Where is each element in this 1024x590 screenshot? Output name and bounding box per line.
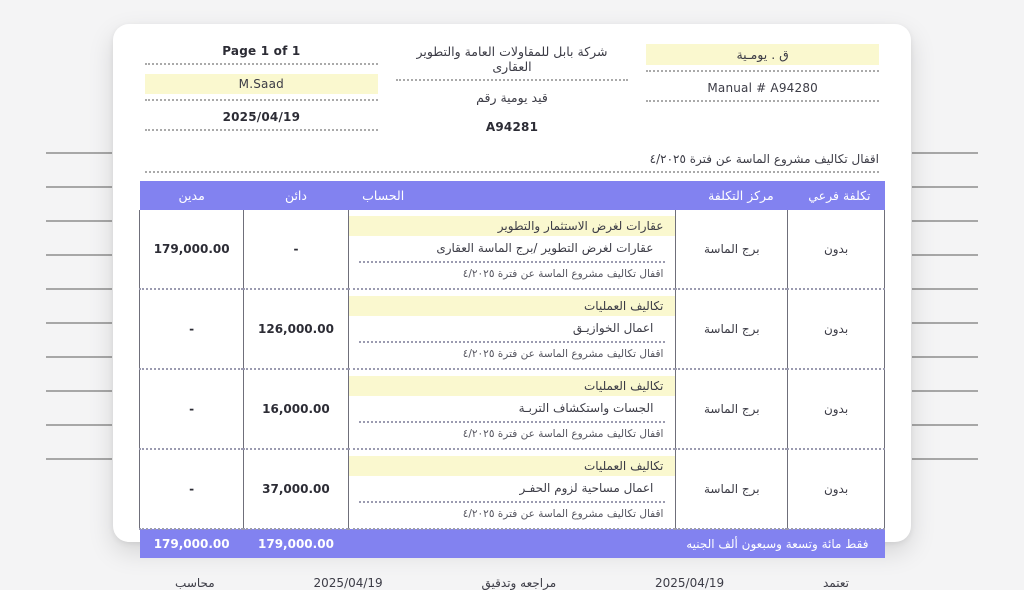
user-name-value: M.Saad	[145, 74, 378, 94]
manual-ref-wrap	[646, 81, 879, 102]
voucher-number: A94281	[485, 120, 539, 134]
accountant-date: 2025/04/19	[313, 576, 383, 590]
decorative-rule	[46, 424, 112, 426]
cell-credit: 16,000.00	[244, 369, 348, 449]
account-sub-name: اعمال مساحية لزوم الحفـر	[359, 476, 666, 503]
decorative-rule	[46, 254, 112, 256]
cell-sub-cost: بدون	[788, 369, 885, 449]
account-name: تكاليف العمليات	[349, 296, 676, 316]
table-row[interactable]	[140, 210, 885, 289]
account-sub-name: الجسات واستكشاف التربـة	[359, 396, 666, 423]
cell-account	[348, 369, 676, 449]
voucher-type-wrap	[396, 90, 629, 110]
reviewer-label: مراجعه وتدقيق	[481, 576, 557, 590]
reviewer-date: 2025/04/19	[655, 576, 725, 590]
col-header-sub-cost[interactable]: تكلفة فرعي	[788, 181, 885, 210]
decorative-rule	[46, 322, 112, 324]
col-header-cost-center[interactable]: مركز التكلفة	[676, 181, 788, 210]
decorative-rule	[912, 152, 978, 154]
decorative-rule	[912, 186, 978, 188]
decorative-rule	[912, 458, 978, 460]
signature-footer	[139, 558, 885, 590]
decorative-rule	[46, 186, 112, 188]
decorative-rule	[912, 356, 978, 358]
page-indicator: Page 1 of 1	[222, 44, 301, 58]
cell-credit: 37,000.00	[244, 449, 348, 529]
description-text: اقفال تكاليف مشروع الماسة عن فترة ٤/٢٠٢٥	[145, 152, 879, 173]
decorative-rule	[46, 220, 112, 222]
table-row[interactable]	[140, 369, 885, 449]
approver-label: تعتمد	[823, 576, 849, 590]
account-note: اقفال تكاليف مشروع الماسة عن فترة ٤/٢٠٢٥	[462, 268, 664, 280]
decorative-rule	[912, 220, 978, 222]
decorative-rule	[46, 458, 112, 460]
decorative-rule	[912, 390, 978, 392]
cell-debit: -	[140, 289, 244, 369]
account-sub-name: عقارات لغرض التطوير /برج الماسة العقارى	[359, 236, 666, 263]
cell-cost-center: برج الماسة	[676, 210, 788, 289]
table-header	[140, 181, 885, 210]
decorative-rule	[912, 424, 978, 426]
account-note: اقفال تكاليف مشروع الماسة عن فترة ٤/٢٠٢٥	[462, 348, 664, 360]
decorative-rule	[46, 356, 112, 358]
account-name: تكاليف العمليات	[349, 376, 676, 396]
decorative-rule	[46, 152, 112, 154]
account-name: عقارات لغرض الاستثمار والتطوير	[349, 216, 676, 236]
document-header	[139, 44, 885, 148]
company-name: شركة بابل للمقاولات العامة والتطوير العقارى	[416, 44, 608, 74]
decorative-rule	[912, 288, 978, 290]
account-note: اقفال تكاليف مشروع الماسة عن فترة ٤/٢٠٢٥	[462, 508, 664, 520]
totals-row	[140, 529, 885, 558]
col-header-debit[interactable]: مدين	[140, 181, 244, 210]
account-sub-name: اعمال الخوازيـق	[359, 316, 666, 343]
voucher-number-wrap	[396, 119, 629, 139]
amount-in-words: فقط مائة وتسعة وسبعون ألف الجنيه	[348, 529, 884, 558]
decorative-rule	[46, 288, 112, 290]
cell-sub-cost: بدون	[788, 289, 885, 369]
table-body	[140, 210, 885, 529]
cell-account	[348, 289, 676, 369]
journal-kind-wrap	[646, 44, 879, 72]
journal-table	[139, 181, 885, 558]
document-sheet	[113, 24, 911, 590]
total-debit: 179,000.00	[140, 529, 244, 558]
col-header-credit[interactable]: دائن	[244, 181, 348, 210]
document-date-wrap	[145, 110, 378, 131]
decorative-rule	[46, 390, 112, 392]
cell-cost-center: برج الماسة	[676, 289, 788, 369]
accountant-label: محاسب	[175, 576, 215, 590]
cell-sub-cost: بدون	[788, 449, 885, 529]
account-name: تكاليف العمليات	[349, 456, 676, 476]
cell-credit: 126,000.00	[244, 289, 348, 369]
page-indicator-wrap	[145, 44, 378, 65]
table-footer	[140, 529, 885, 558]
manual-ref-value: Manual # A94280	[707, 81, 819, 95]
company-name-wrap	[396, 44, 629, 81]
total-credit: 179,000.00	[244, 529, 348, 558]
cell-credit: -	[244, 210, 348, 289]
cell-debit: -	[140, 369, 244, 449]
table-row[interactable]	[140, 449, 885, 529]
decorative-rule	[912, 254, 978, 256]
cell-cost-center: برج الماسة	[676, 449, 788, 529]
header-col-right	[646, 44, 879, 148]
account-note: اقفال تكاليف مشروع الماسة عن فترة ٤/٢٠٢٥	[462, 428, 664, 440]
cell-account	[348, 449, 676, 529]
cell-debit: 179,000.00	[140, 210, 244, 289]
decorative-rule	[912, 322, 978, 324]
cell-debit: -	[140, 449, 244, 529]
cell-sub-cost: بدون	[788, 210, 885, 289]
document-date: 2025/04/19	[222, 110, 301, 124]
header-col-center	[396, 44, 629, 148]
header-col-left	[145, 44, 378, 148]
table-header-row	[140, 181, 885, 210]
user-name-wrap	[145, 74, 378, 101]
cell-account	[348, 210, 676, 289]
col-header-account[interactable]: الحساب	[348, 181, 676, 210]
cell-cost-center: برج الماسة	[676, 369, 788, 449]
journal-kind-value: ق . يومـية	[646, 44, 879, 65]
voucher-type-label: قيد يومية رقم	[476, 90, 548, 105]
table-row[interactable]	[140, 289, 885, 369]
description-row	[139, 152, 885, 173]
